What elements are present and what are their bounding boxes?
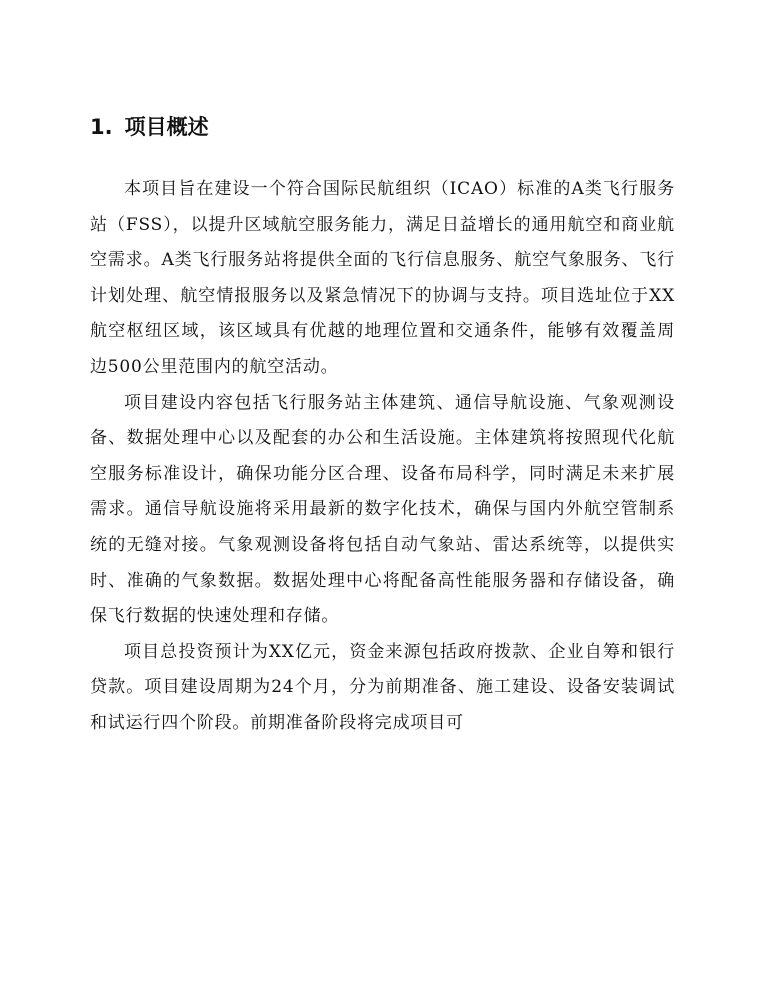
section-title: 项目概述 [124,115,209,139]
section-body [90,172,675,742]
paragraph-investment: 项目总投资预计为XX亿元，资金来源包括政府拨款、企业自筹和银行贷款。项目建设周期为24个月，分为前期准备、施工建设、设备安装调试和试运行四个阶段。前期准备阶段将完成项目可 [90,641,675,733]
section-heading [90,112,209,142]
paragraph-construction: 项目建设内容包括飞行服务站主体建筑、通信导航设施、气象观测设备、数据处理中心以及配套的办公和生活设施。主体建筑将按照现代化航空服务标准设计，确保功能分区合理、设备布局科学，同时满足未来扩展需求。通信导航设施将采用最新的数字化技术，确保与国内外航空管制系统的无缝对接。气象观测设备将包括自动气象站、雷达系统等，以提供实时、准确的气象数据。数据处理中心将配备高性能服务器和存储设备，确保飞行数据的快速处理和存储。 [90,392,675,627]
section-number: 1. [90,115,113,139]
paragraph-overview: 本项目旨在建设一个符合国际民航组织（ICAO）标准的A类飞行服务站（FSS），以提升区域航空服务能力，满足日益增长的通用航空和商业航空需求。A类飞行服务站将提供全面的飞行信息服务、航空气象服务、飞行计划处理、航空情报服务以及紧急情况下的协调与支持。项目选址位于XX航空枢纽区域，该区域具有优越的地理位置和交通条件，能够有效覆盖周边500公里范围内的航空活动。 [90,179,675,377]
